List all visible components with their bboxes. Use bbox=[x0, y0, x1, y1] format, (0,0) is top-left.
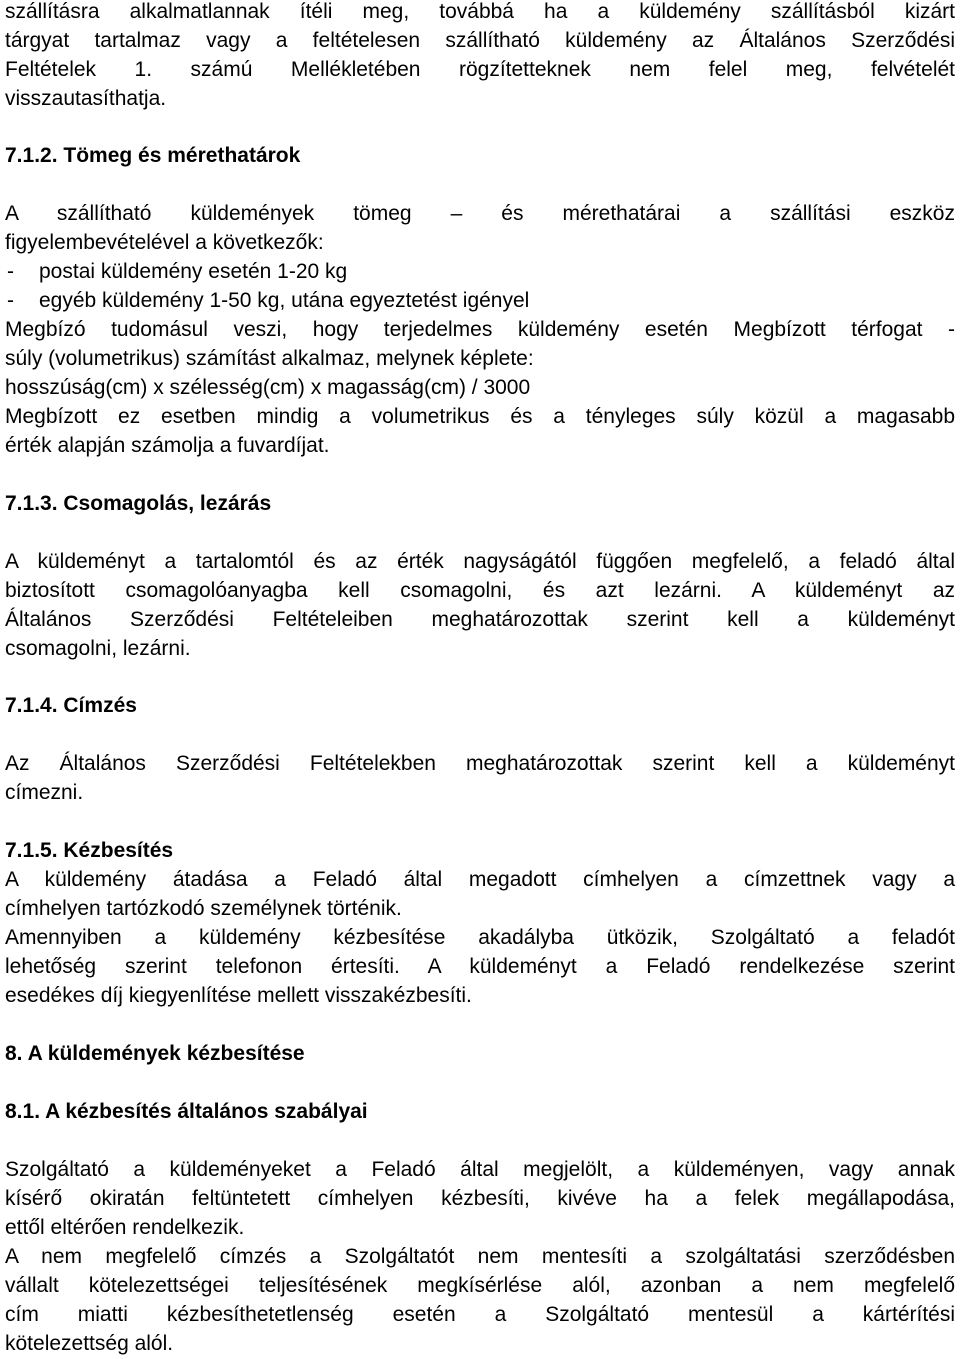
text-line: címhelyen tartózkodó személynek történik. bbox=[5, 897, 402, 920]
list-item bbox=[5, 286, 955, 315]
text-line: visszautasíthatja. bbox=[5, 87, 167, 110]
section-heading-7-1-4 bbox=[5, 691, 137, 720]
text-line: lehetőség szerint telefonon értesíti. A küldeményt a Feladó rendelkezése szerint bbox=[5, 955, 955, 978]
section-heading-7-1-3 bbox=[5, 489, 271, 518]
text-line: Amennyiben a küldemény kézbesítése akadályba ütközik, Szolgáltató a feladót bbox=[5, 926, 955, 949]
text-line: A szállítható küldemények tömeg – és mérethatárai a szállítási eszköz bbox=[5, 202, 955, 225]
text-line: címezni. bbox=[5, 781, 84, 804]
paragraph bbox=[5, 749, 955, 807]
text-line: ettől eltérően rendelkezik. bbox=[5, 1216, 245, 1239]
text-line: Általános Szerződési Feltételeiben meghatározottak szerint kell a küldeményt bbox=[5, 608, 955, 631]
section-number: 8.1. bbox=[5, 1100, 41, 1123]
section-title: Címzés bbox=[63, 694, 137, 717]
paragraph bbox=[5, 199, 955, 460]
text-line: A küldemény átadása a Feladó által megadott címhelyen a címzettnek vagy a bbox=[5, 868, 955, 891]
section-number: 7.1.4. bbox=[5, 694, 58, 717]
text-line: cím miatti kézbesíthetetlenség esetén a Szolgáltató mentesül a kártérítési bbox=[5, 1303, 955, 1326]
text-line: hosszúság(cm) x szélesség(cm) x magasság(cm) / 3000 bbox=[5, 376, 531, 399]
list-dash: - bbox=[7, 289, 14, 312]
section-number: 7.1.3. bbox=[5, 492, 58, 515]
text-line: súly (volumetrikus) számítást alkalmaz, melynek képlete: bbox=[5, 347, 534, 370]
text-line: esedékes díj kiegyenlítése mellett visszakézbesíti. bbox=[5, 984, 472, 1007]
section-number: 8. bbox=[5, 1042, 23, 1065]
section-heading-8-1 bbox=[5, 1097, 368, 1126]
text-line: csomagolni, lezárni. bbox=[5, 637, 191, 660]
text-line: Megbízott ez esetben mindig a volumetrikus és a tényleges súly közül a magasabb bbox=[5, 405, 955, 428]
text-line: Feltételek 1. számú Mellékletében rögzítetteknek nem felel meg, felvételét bbox=[5, 58, 955, 81]
text-line: Szolgáltató a küldeményeket a Feladó által megjelölt, a küldeményen, vagy annak bbox=[5, 1158, 955, 1181]
section-title: A küldemények kézbesítése bbox=[27, 1042, 305, 1065]
paragraph bbox=[5, 865, 955, 1010]
section-heading-7-1-2 bbox=[5, 141, 300, 170]
text-line: érték alapján számolja a fuvardíjat. bbox=[5, 434, 330, 457]
text-line: Az Általános Szerződési Feltételekben meghatározottak szerint kell a küldeményt bbox=[5, 752, 955, 775]
list-item bbox=[5, 257, 955, 286]
section-heading-7-1-5 bbox=[5, 836, 173, 865]
section-number: 7.1.5. bbox=[5, 839, 58, 862]
section-heading-8 bbox=[5, 1039, 305, 1068]
text-line: szállításra alkalmatlannak ítéli meg, továbbá ha a küldemény szállításból kizárt bbox=[5, 0, 955, 23]
section-title: Csomagolás, lezárás bbox=[63, 492, 272, 515]
text-line: biztosított csomagolóanyagba kell csomagolni, és azt lezárni. A küldeményt az bbox=[5, 579, 955, 602]
text-line: kötelezettség alól. bbox=[5, 1332, 174, 1355]
list-item-text: egyéb küldemény 1-50 kg, utána egyeztetést igényel bbox=[39, 289, 530, 312]
intro-paragraph bbox=[5, 0, 955, 113]
text-line: figyelembevételével a következők: bbox=[5, 231, 324, 254]
list-dash: - bbox=[7, 260, 14, 283]
paragraph bbox=[5, 1155, 955, 1358]
text-line: vállalt kötelezettségei teljesítésének megkísérlése alól, azonban a nem megfelelő bbox=[5, 1274, 955, 1297]
section-title: Kézbesítés bbox=[63, 839, 174, 862]
paragraph bbox=[5, 547, 955, 663]
section-number: 7.1.2. bbox=[5, 144, 58, 167]
text-line: A küldeményt a tartalomtól és az érték nagyságától függően megfelelő, a feladó által bbox=[5, 550, 955, 573]
text-line: Megbízó tudomásul veszi, hogy terjedelmes küldemény esetén Megbízott térfogat - bbox=[5, 318, 955, 341]
text-line: kísérő okiratán feltüntetett címhelyen kézbesíti, kivéve ha a felek megállapodása, bbox=[5, 1187, 955, 1210]
list-item-text: postai küldemény esetén 1-20 kg bbox=[39, 260, 348, 283]
section-title: A kézbesítés általános szabályai bbox=[45, 1100, 368, 1123]
text-line: tárgyat tartalmaz vagy a feltételesen szállítható küldemény az Általános Szerződési bbox=[5, 29, 955, 52]
text-line: A nem megfelelő címzés a Szolgáltatót nem mentesíti a szolgáltatási szerződésben bbox=[5, 1245, 955, 1268]
section-title: Tömeg és mérethatárok bbox=[63, 144, 301, 167]
